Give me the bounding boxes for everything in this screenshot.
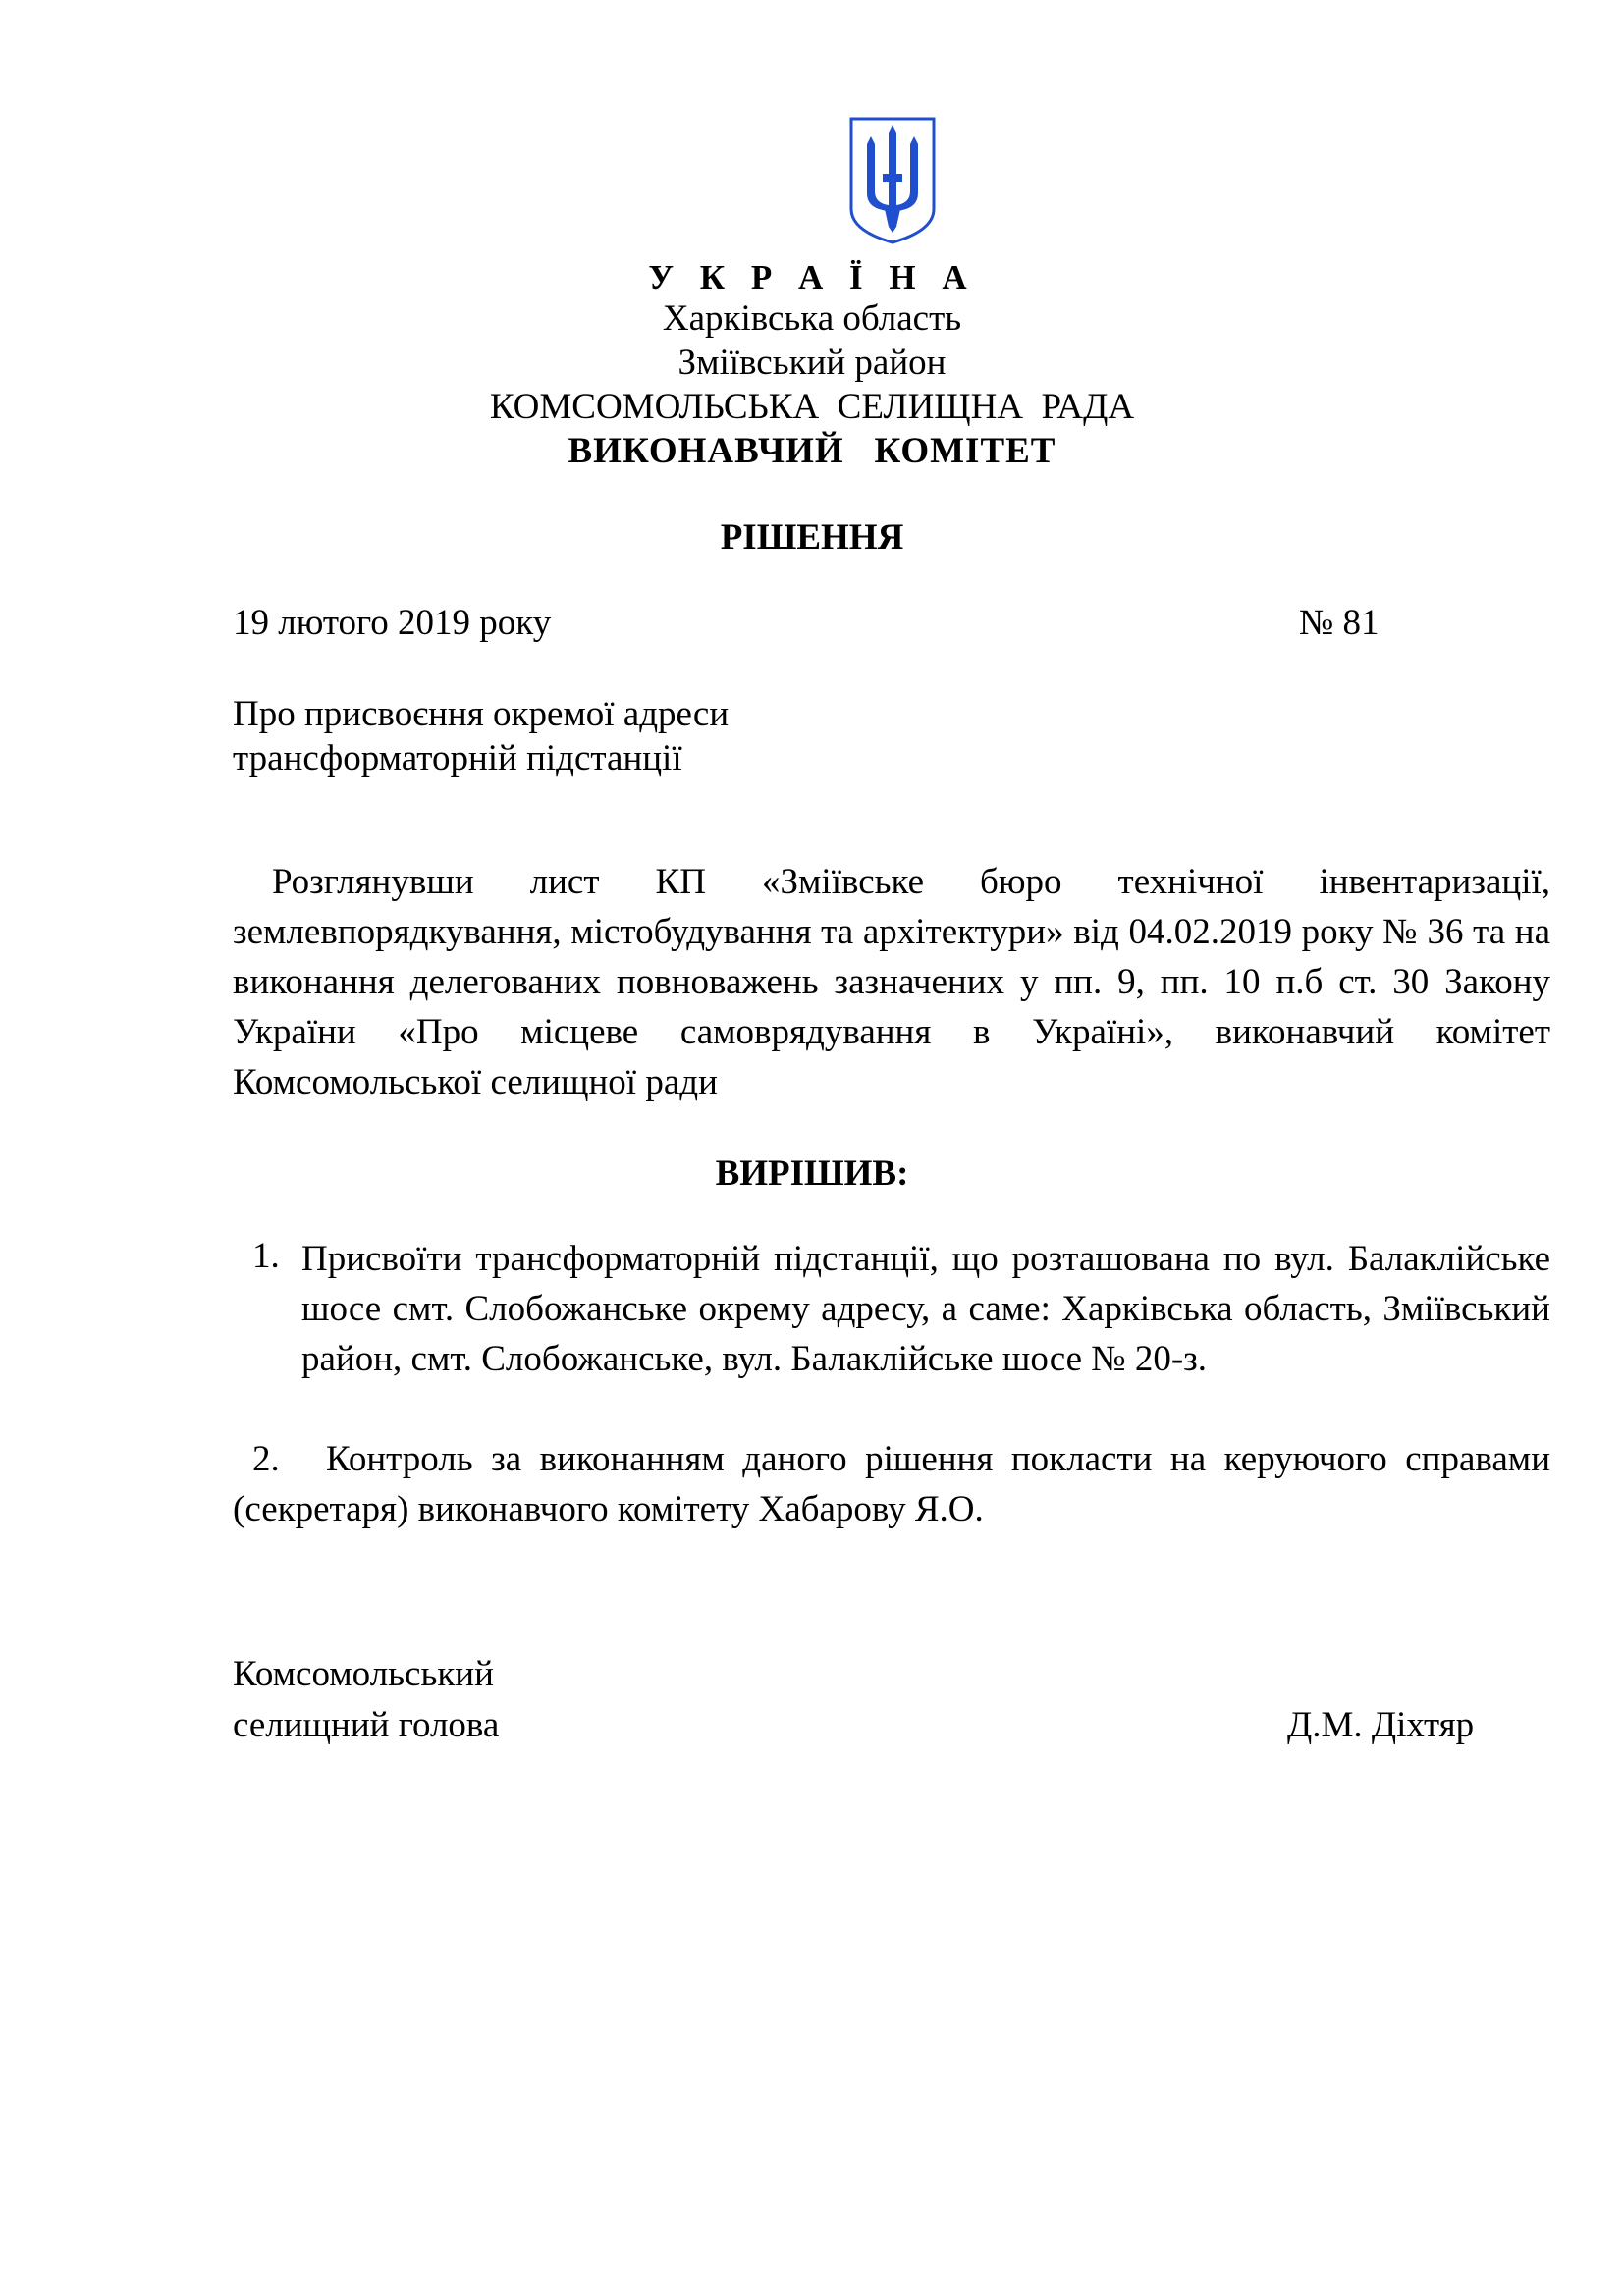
- subject-line-1: Про присвоєння окремої адреси: [233, 694, 730, 734]
- resolved-heading: ВИРІШИВ:: [715, 1153, 909, 1194]
- item-1-number: 1.: [252, 1236, 280, 1276]
- item-2-number: 2.: [252, 1439, 280, 1479]
- signatory-title: [233, 1649, 499, 1751]
- decision-subject: [233, 692, 729, 780]
- resolution-item-2: [233, 1434, 1550, 1534]
- header-committee: ВИКОНАВЧИЙ КОМІТЕТ: [568, 431, 1056, 471]
- signatory-title-line-1: Комсомольський: [233, 1654, 494, 1694]
- signatory-title-line-2: селищний голова: [233, 1705, 500, 1745]
- header-district: Зміївський район: [677, 343, 947, 383]
- decision-date: 19 лютого 2019 року: [233, 603, 552, 643]
- decision-title: РІШЕННЯ: [720, 517, 904, 558]
- trident-coat-of-arms-icon: [847, 115, 938, 246]
- item-2-text: Контроль за виконанням даного рішення покласти на керуючого справами (секретаря) виконавчого комітету Хабарову Я.О.: [233, 1439, 1550, 1529]
- header-council: КОМСОМОЛЬСЬКА СЕЛИЩНА РАДА: [489, 387, 1135, 427]
- header-region: Харківська область: [662, 298, 962, 339]
- preamble-paragraph: [233, 857, 1550, 1107]
- signatory-name: Д.М. Діхтяр: [1287, 1705, 1475, 1745]
- header-country: У К Р А Ї Н А: [648, 258, 976, 296]
- preamble-text: Розглянувши лист КП «Зміївське бюро технічної інвентаризації, землевпорядкування, містобудування та архітектури» від 04.02.2019 року № 36 та на виконання делегованих повноважень зазначених у пп. 9, пп. 10 п.б ст. 30 Закону України «Про місцеве самоврядування в Україні», виконавчий комітет Комсомольської селищної ради: [233, 862, 1550, 1102]
- decision-number: № 81: [1299, 603, 1380, 643]
- item-1-text: Присвоїти трансформаторній підстанції, що розташована по вул. Балаклійське шосе смт. Слобожанське окрему адресу, а саме: Харківська область, Зміївський район, смт. Слобожанське, вул. Балаклійське шосе № 20-з.: [301, 1239, 1550, 1379]
- subject-line-2: трансформаторній підстанції: [233, 738, 682, 778]
